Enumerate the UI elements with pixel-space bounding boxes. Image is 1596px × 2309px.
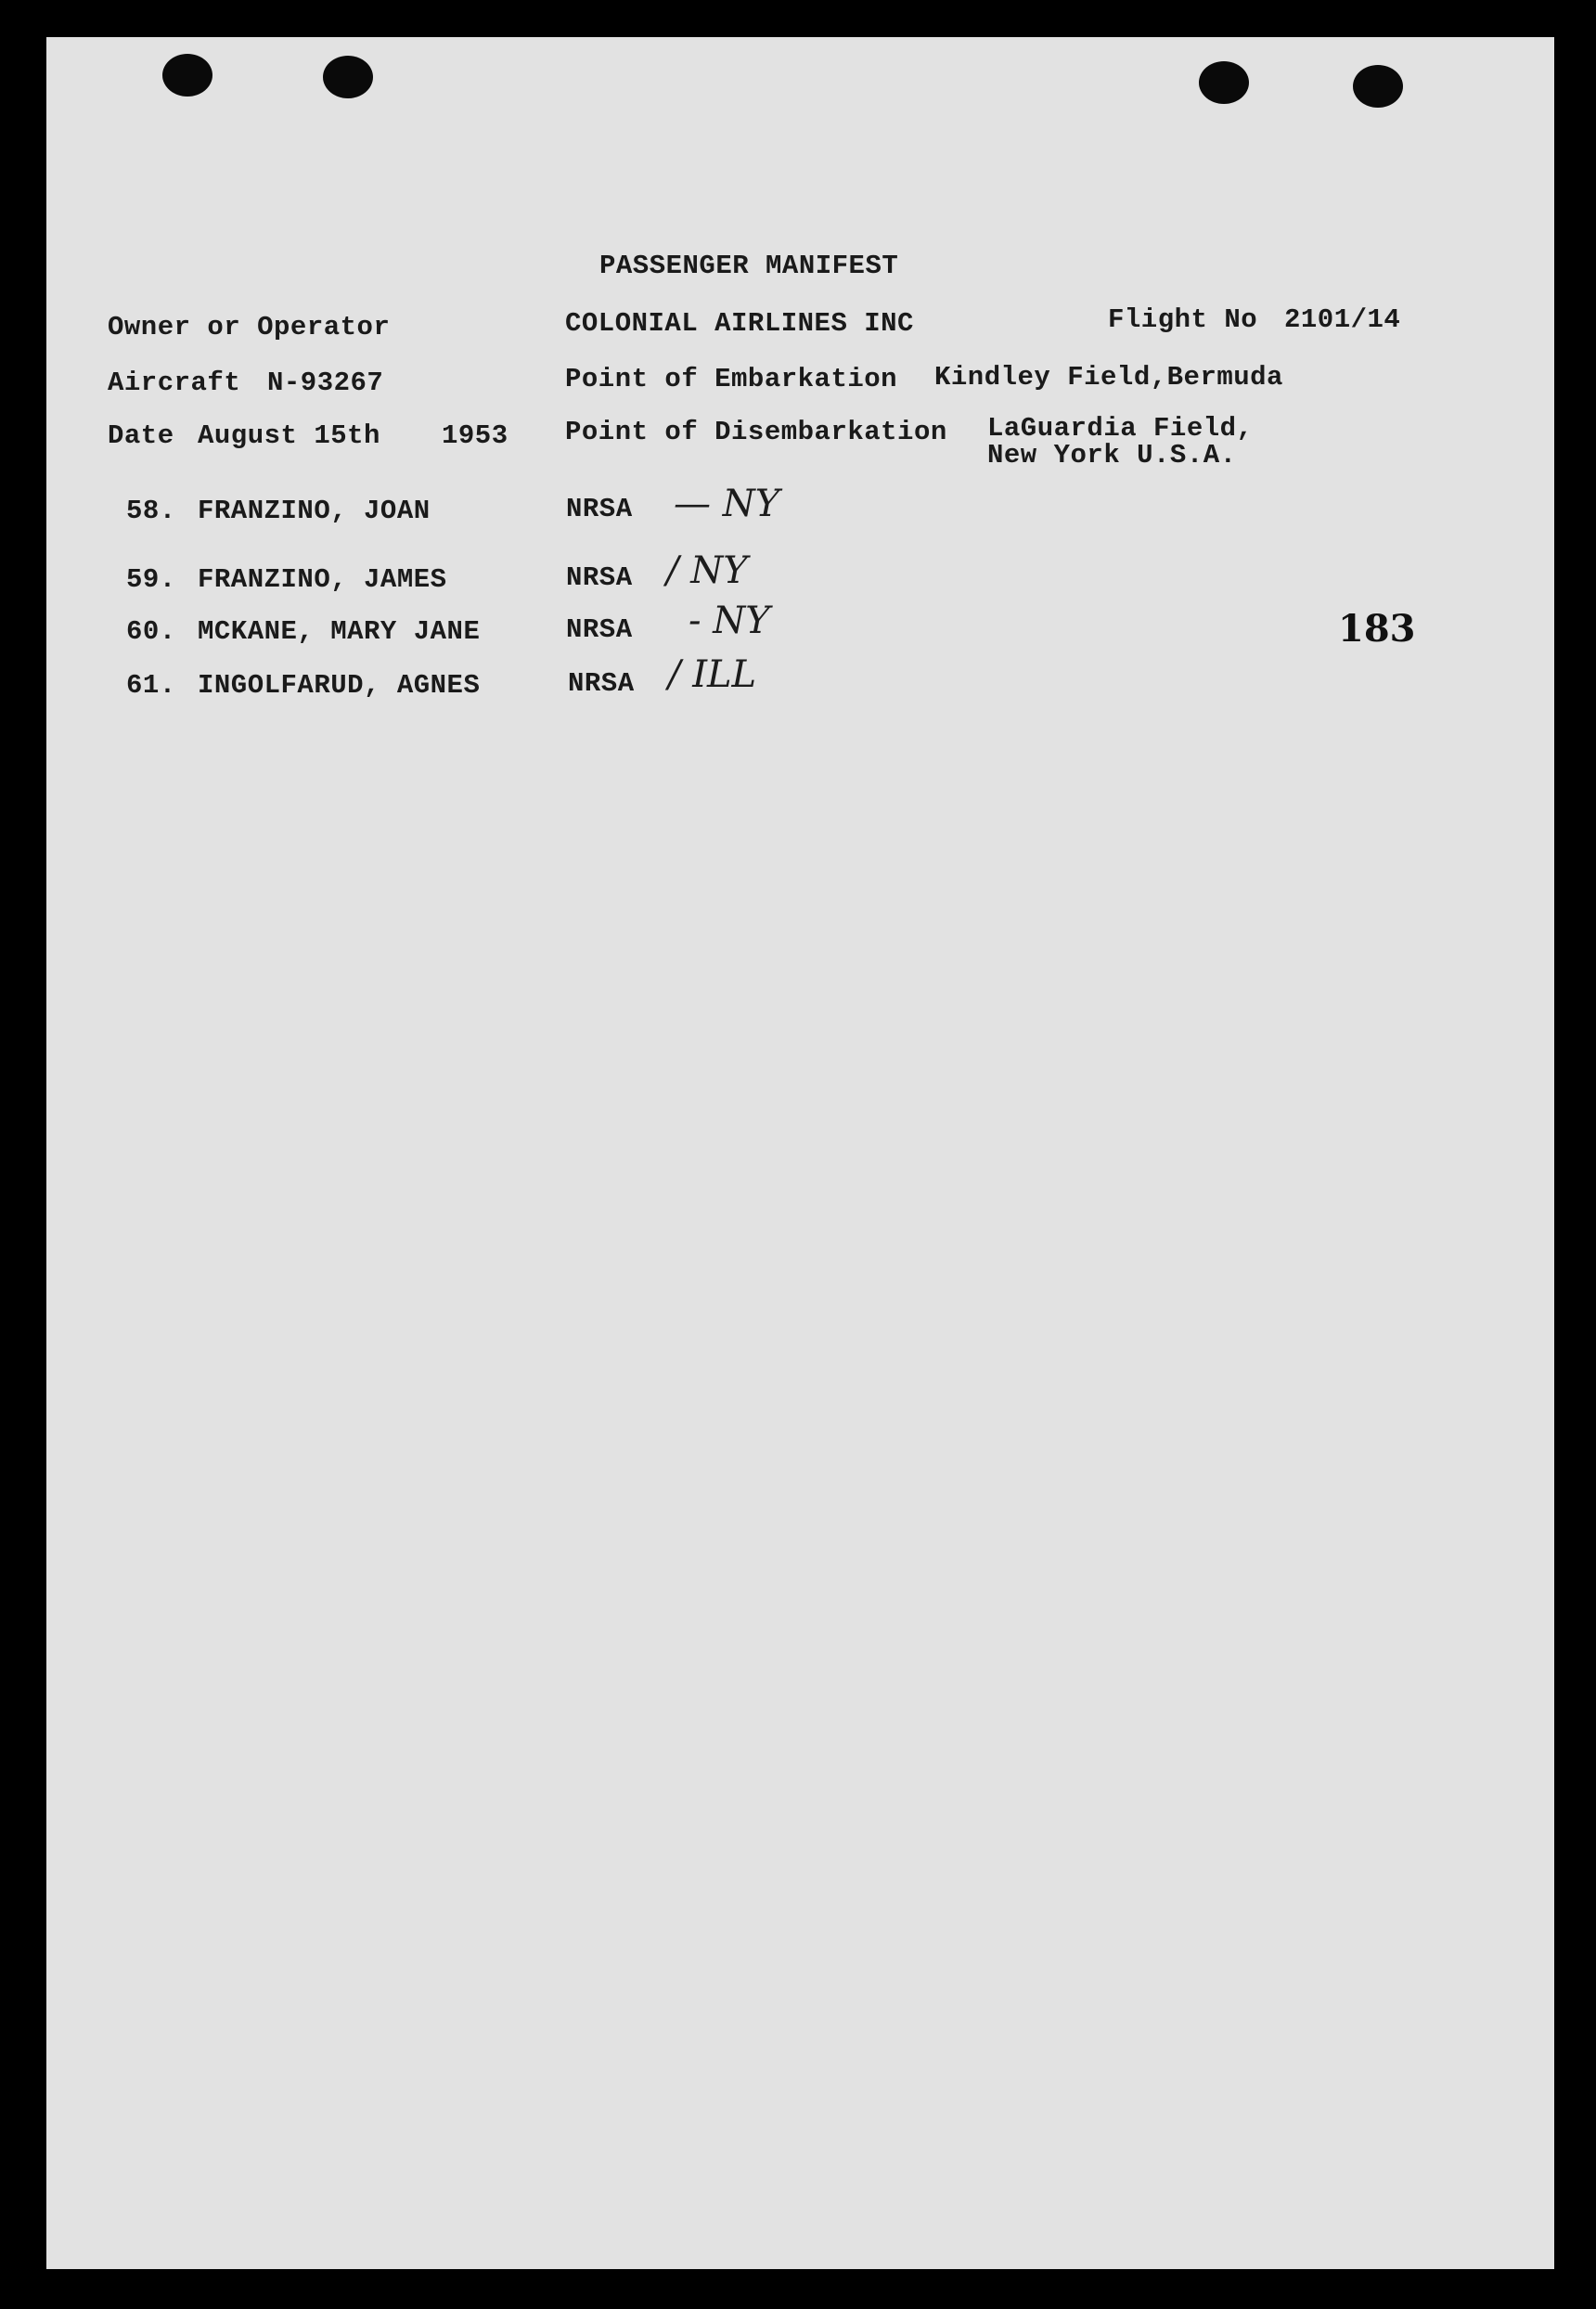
date-value: August 15th — [198, 420, 380, 451]
flight-label: Flight No — [1108, 304, 1258, 335]
embarkation-value: Kindley Field,Bermuda — [934, 362, 1283, 393]
passenger-number: 60. — [126, 616, 176, 647]
passenger-status: NRSA — [568, 668, 635, 699]
passenger-number: 59. — [126, 564, 176, 595]
punch-hole-icon — [1199, 61, 1249, 104]
passenger-name: FRANZINO, JOAN — [198, 496, 431, 526]
punch-hole-icon — [1353, 65, 1403, 108]
passenger-destination-mark: / ILL — [668, 653, 757, 696]
passenger-status: NRSA — [566, 614, 633, 645]
disembarkation-label: Point of Disembarkation — [565, 417, 947, 447]
passenger-name: FRANZINO, JAMES — [198, 564, 447, 595]
punch-hole-icon — [162, 54, 212, 97]
date-label: Date — [108, 420, 174, 451]
passenger-name: INGOLFARUD, AGNES — [198, 670, 481, 701]
passenger-destination-mark: - NY — [689, 600, 770, 642]
passenger-status: NRSA — [566, 494, 633, 524]
aircraft-value: N-93267 — [267, 368, 384, 398]
passenger-status: NRSA — [566, 562, 633, 593]
page-number: 183 — [1338, 607, 1416, 651]
punch-hole-icon — [323, 56, 373, 98]
passenger-name: MCKANE, MARY JANE — [198, 616, 481, 647]
disembarkation-value-line1: LaGuardia Field, — [987, 413, 1254, 444]
embarkation-label: Point of Embarkation — [565, 364, 898, 394]
passenger-destination-mark: — NY — [674, 483, 780, 525]
manifest-title: PASSENGER MANIFEST — [599, 251, 899, 281]
aircraft-label: Aircraft — [108, 368, 241, 398]
year-value: 1953 — [442, 420, 508, 451]
flight-value: 2101/14 — [1284, 304, 1401, 335]
owner-label: Owner or Operator — [108, 312, 391, 342]
owner-value: COLONIAL AIRLINES INC — [565, 308, 914, 339]
disembarkation-value-line2: New York U.S.A. — [987, 440, 1237, 471]
passenger-number: 61. — [126, 670, 176, 701]
manifest-sheet — [46, 37, 1554, 2269]
passenger-number: 58. — [126, 496, 176, 526]
passenger-destination-mark: / NY — [666, 549, 748, 592]
